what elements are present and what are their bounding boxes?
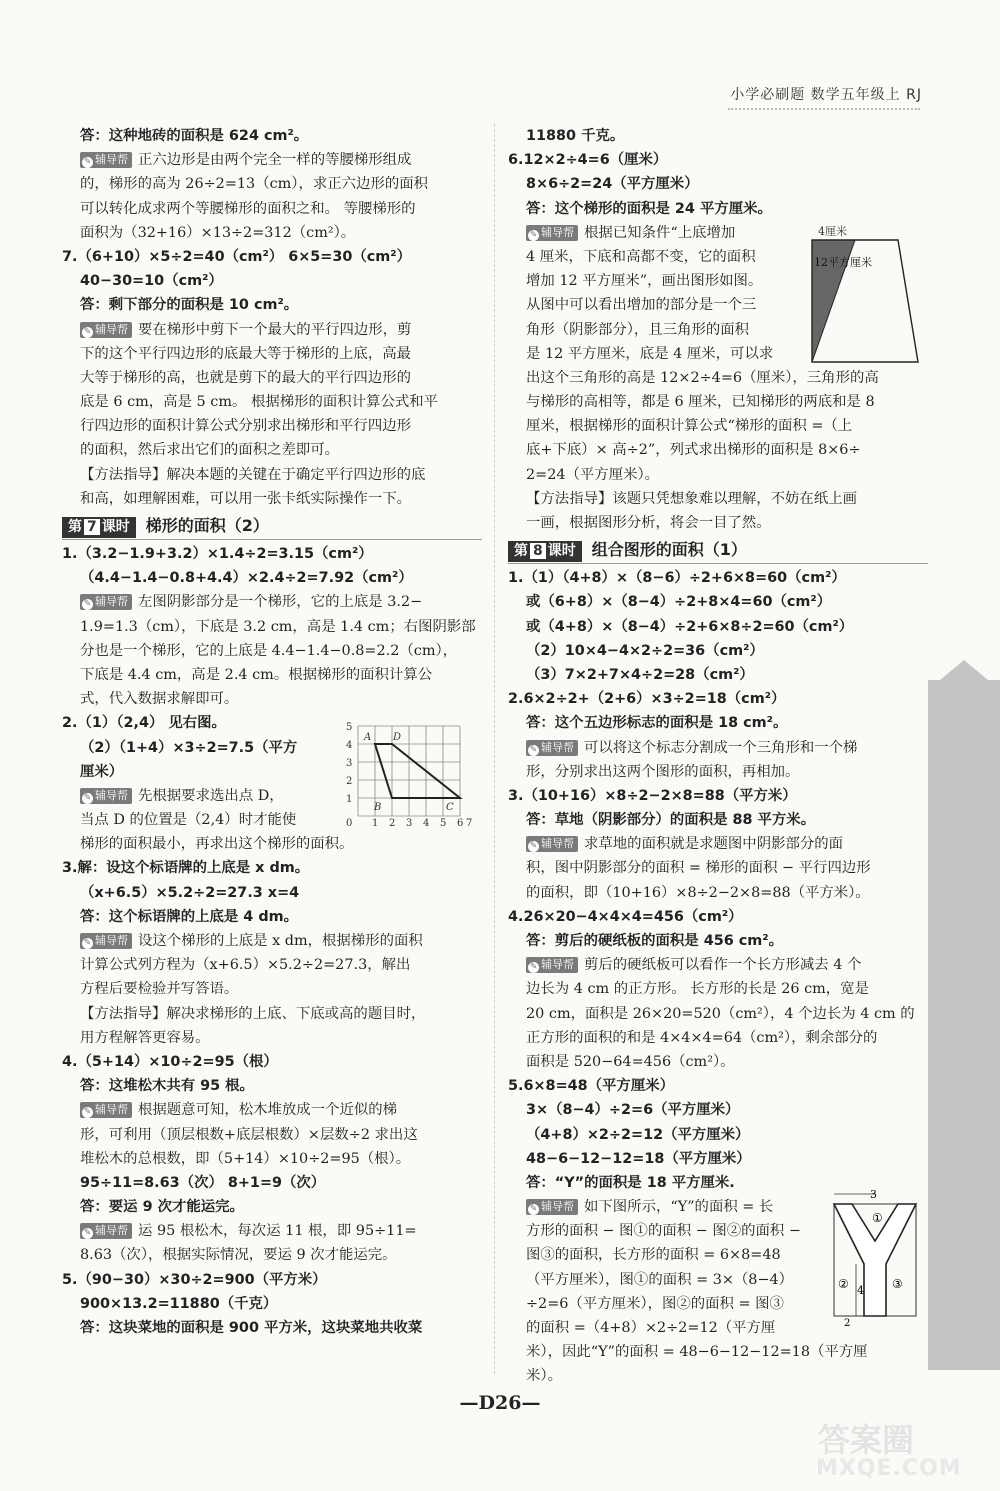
helper-tag-label: 辅导帮 <box>95 788 128 802</box>
line-text: 大等于梯形的高，也就是剪下的最大的平行四边形的 <box>80 369 411 386</box>
line-text: 或（4+8）×（8−4）÷2+6×8÷2=60（cm²） <box>526 618 854 635</box>
text-line <box>508 832 928 856</box>
text-line <box>62 245 482 269</box>
line-text: 答：这个五边形标志的面积是 18 cm²。 <box>526 715 788 732</box>
text-line <box>62 318 482 342</box>
line-text: 从图中可以看出增加的部分是一个三 <box>526 297 757 314</box>
text-line <box>62 1123 482 1147</box>
lesson-title: 梯形的面积（2） <box>145 516 269 535</box>
line-text: （2）（1+4）×3÷2=7.5（平方 <box>80 739 298 756</box>
line-text: 8.63（次），根据实际情况，要运 9 次才能运完。 <box>80 1247 397 1264</box>
text-line <box>508 977 928 1001</box>
text-line <box>62 366 482 390</box>
line-text: 边长为 4 cm 的正方形。 长方形的长是 26 cm，宽是 <box>526 981 869 998</box>
line-text: 运 95 根松木，每次运 11 根，即 95÷11= <box>138 1223 417 1240</box>
text-line <box>62 856 482 880</box>
grid-figure <box>338 718 478 828</box>
line-text: （4.4−1.4−0.8+4.4）×2.4÷2=7.92（cm²） <box>80 570 413 587</box>
line-text: 角形（阴影部分），且三角形的面积 <box>526 321 750 338</box>
lesson-title: 组合图形的面积（1） <box>591 540 747 560</box>
text-line <box>508 1050 928 1074</box>
text-line <box>508 438 928 462</box>
text-line <box>508 639 928 663</box>
line-text: 的面积，即（10+16）×8÷2−2×8=88（平方米）。 <box>526 884 870 901</box>
text-line <box>62 197 482 221</box>
line-text: 下底是 4.4 cm，高是 2.4 cm。根据梯形的面积计算公 <box>80 666 433 683</box>
helper-tag-label: 辅导帮 <box>95 1224 128 1238</box>
line-text: 行四边形的面积计算公式分别求出梯形和平行四边形 <box>80 418 411 435</box>
text-line <box>508 1026 928 1050</box>
line-text: 堆松木的总根数，即（5+14）×10÷2=95（根）。 <box>80 1150 411 1167</box>
text-line <box>508 1074 928 1098</box>
text-line <box>508 390 928 414</box>
text-line <box>508 760 928 784</box>
text-line <box>62 1219 482 1243</box>
text-line <box>508 663 928 687</box>
text-line <box>508 905 928 929</box>
line-text: 和高，如理解困难，可以用一张卡纸实际操作一下。 <box>80 490 411 507</box>
helper-tag-label: 辅导帮 <box>95 322 128 336</box>
helper-icon: ✎ <box>529 744 538 755</box>
text-line <box>62 1171 482 1195</box>
line-text: 要在梯形中剪下一个最大的平行四边形，剪 <box>138 321 412 338</box>
trapezoid-top-label: 4厘米 <box>818 225 847 238</box>
line-text: 答：这块菜地的面积是 900 平方米，这块菜地共收菜 <box>80 1320 423 1336</box>
grid-y-label: 5 <box>346 722 353 733</box>
helper-tag <box>526 225 578 241</box>
grid-x-label: 5 <box>440 818 447 828</box>
line-text: 20 cm，面积是 26×20=520（cm²），4 个边长为 4 cm 的 <box>526 1005 915 1022</box>
line-text: 分也是一个梯形，它的上底是 4.4−1.4−0.8=2.2（cm）， <box>80 642 458 659</box>
line-text: 的，梯形的高为 26÷2=13（cm），求正六边形的面积 <box>80 176 429 193</box>
region-3-label: ③ <box>892 1277 903 1291</box>
line-text: 下的这个平行四边形的底最大等于梯形的上底，高最 <box>80 345 411 362</box>
text-line <box>508 808 928 832</box>
page-header: 小学必刷题 数学五年级上 RJ <box>730 87 922 103</box>
helper-tag <box>80 1223 132 1239</box>
y-bottom-label: 2 <box>844 1318 851 1326</box>
line-text: 答：剪后的硬纸板的面积是 456 cm²。 <box>526 933 783 949</box>
text-line <box>62 1074 482 1098</box>
line-text: 1.（3.2−1.9+3.2）×1.4÷2=3.15（cm²） <box>62 546 373 562</box>
line-text: 5.6×8=48（平方厘米） <box>508 1078 674 1095</box>
text-line <box>62 221 482 245</box>
lesson-badge: 第 7 课时 <box>62 517 136 538</box>
helper-icon: ✎ <box>83 938 92 948</box>
text-line <box>508 366 928 390</box>
text-line <box>62 1026 482 1050</box>
line-text: 2=24（平方厘米）。 <box>526 466 660 483</box>
text-line <box>508 1002 928 1026</box>
line-text: 是 12 平方厘米，底是 4 厘米，可以求 <box>526 345 774 362</box>
helper-icon: ✎ <box>83 157 92 168</box>
point-label: C <box>446 802 454 813</box>
line-text: 【方法指导】解决求梯形的上底、下底或高的题目时， <box>80 1005 426 1022</box>
helper-icon: ✎ <box>83 326 92 337</box>
text-line <box>508 566 928 590</box>
lesson-number: 8 <box>530 543 546 559</box>
line-text: 出这个三角形的高是 12×2÷4=6（厘米），三角形的高 <box>526 369 879 386</box>
point-label: B <box>374 802 382 813</box>
line-text: 答：要运 9 次才能运完。 <box>80 1199 244 1216</box>
grid-x-label: 4 <box>423 818 430 828</box>
text-line <box>62 663 482 687</box>
line-text: （平方厘米），图①的面积 = 3×（8−4） <box>526 1271 794 1288</box>
trapezoid-area-label: 12平方厘米 <box>814 256 872 269</box>
line-text: 答：这个梯形的面积是 24 平方厘米。 <box>526 200 772 217</box>
line-text: 答：这堆松木共有 95 根。 <box>80 1078 254 1095</box>
text-line <box>62 172 482 196</box>
line-text: 1.（1）（4+8）×（8−6）÷2+6×8=60（cm²） <box>508 570 846 587</box>
helper-tag-label: 辅导帮 <box>95 153 128 167</box>
text-line <box>508 1340 928 1364</box>
helper-tag <box>526 836 578 852</box>
line-text: 厘米，根据梯形的面积计算公式“梯形的面积 =（上 <box>526 418 853 435</box>
line-text: 48−6−12−12=18（平方厘米） <box>526 1150 751 1167</box>
text-line <box>62 438 482 462</box>
line-text: 的面积，然后求出它们的面积之差即可。 <box>80 442 340 459</box>
line-text: 厘米） <box>80 763 124 780</box>
line-text: 900×13.2=11880（千克） <box>80 1295 278 1312</box>
helper-icon: ✎ <box>83 1228 92 1239</box>
helper-tag <box>80 152 132 168</box>
text-line <box>62 639 482 663</box>
line-text: 3×（8−4）÷2=6（平方厘米） <box>526 1102 740 1119</box>
line-text: 米），因此“Y”的面积 = 48−6−12−12=18（平方厘 <box>526 1344 868 1361</box>
text-line <box>508 197 928 221</box>
line-text: 如下图所示，“Y”的面积 = 长 <box>584 1199 774 1216</box>
line-text: 计算公式列方程为（x+6.5）×5.2÷2=27.3，解出 <box>80 957 411 974</box>
line-text: 米）。 <box>526 1368 562 1385</box>
line-text: （4+8）×2÷2=12（平方厘米） <box>526 1126 750 1143</box>
line-text: 95÷11=8.63（次） 8+1=9（次） <box>80 1174 326 1191</box>
text-line <box>508 736 928 760</box>
line-text: （2）10×4−4×2÷2=36（cm²） <box>526 642 764 659</box>
line-text: 式，代入数据求解即可。 <box>80 691 239 708</box>
helper-tag <box>80 1102 132 1118</box>
helper-tag-label: 辅导帮 <box>541 225 574 239</box>
line-text: 3.解：设这个标语牌的上底是 x dm。 <box>62 860 310 877</box>
line-text: 根据题意可知，松木堆放成一个近似的梯 <box>138 1102 398 1119</box>
grid-x-label: 3 <box>406 818 413 828</box>
line-text: 形，分别求出这两个图形的面积，再相加。 <box>526 763 800 780</box>
helper-tag-label: 辅导帮 <box>541 740 574 754</box>
text-line <box>62 269 482 293</box>
text-line <box>62 390 482 414</box>
grid-y-label: 3 <box>346 758 353 769</box>
helper-tag <box>80 322 132 338</box>
helper-tag-label: 辅导帮 <box>541 1200 574 1214</box>
text-line <box>62 1316 482 1340</box>
text-line <box>62 487 482 511</box>
helper-tag-label: 辅导帮 <box>541 958 574 972</box>
line-text: 图③的面积，长方形的面积 = 6×8=48 <box>526 1247 781 1264</box>
line-text: 11880 千克。 <box>526 128 625 144</box>
page-number: —D26— <box>459 1392 541 1414</box>
line-text: 8×6÷2=24（平方厘米） <box>526 176 699 193</box>
text-line <box>508 487 928 511</box>
line-text: 形，可利用（顶层根数+底层根数）×层数÷2 求出这 <box>80 1126 418 1143</box>
text-line <box>62 148 482 172</box>
line-text: （x+6.5）×5.2÷2=27.3 x=4 <box>80 884 300 901</box>
text-line <box>62 905 482 929</box>
text-line <box>508 463 928 487</box>
point-label: A <box>364 732 372 743</box>
grid-y-label: 4 <box>346 740 353 751</box>
line-text: 6.12×2÷4=6（厘米） <box>508 152 668 169</box>
lesson-heading <box>62 513 482 540</box>
text-line <box>508 856 928 880</box>
helper-tag <box>80 594 132 610</box>
lesson-heading <box>508 537 928 564</box>
helper-tag <box>526 740 578 756</box>
lesson-badge: 第 8 课时 <box>508 541 582 562</box>
line-text: （3）7×2+7×4÷2=28（cm²） <box>526 666 754 683</box>
line-text: 设这个梯形的上底是 x dm，根据梯形的面积 <box>138 933 423 949</box>
line-text: 增加 12 平方厘米”，画出图形如图。 <box>526 273 763 290</box>
helper-icon: ✎ <box>529 962 538 973</box>
text-line <box>62 124 482 148</box>
line-text: 的面积 =（4+8）×2÷2=12（平方厘 <box>526 1320 776 1336</box>
text-line <box>62 1243 482 1267</box>
grid-trapezoid <box>375 744 460 798</box>
point-label: D <box>393 732 402 743</box>
text-line <box>508 711 928 735</box>
line-text: 1.9=1.3（cm），下底是 3.2 cm，高是 1.4 cm；右图阴影部 <box>80 618 476 635</box>
line-text: 方形的面积 − 图①的面积 − 图②的面积 − <box>526 1223 801 1240</box>
helper-icon: ✎ <box>83 1107 92 1118</box>
text-line <box>508 784 928 808</box>
line-text: 底是 6 cm，高是 5 cm。 根据梯形的面积计算公式和平 <box>80 394 439 411</box>
grid-y-label: 1 <box>346 794 353 805</box>
text-line <box>62 929 482 953</box>
helper-icon: ✎ <box>83 599 92 610</box>
text-line <box>62 953 482 977</box>
text-line <box>62 1098 482 1122</box>
text-line <box>62 542 482 566</box>
line-text: 根据已知条件“上底增加 <box>584 224 736 241</box>
y-figure <box>830 1186 922 1326</box>
line-text: 或（6+8）×（8−4）÷2+8×4=60（cm²） <box>526 594 832 611</box>
grid-x-label: 2 <box>389 818 396 828</box>
line-text: 当点 D 的位置是（2,4）时才能使 <box>80 812 297 829</box>
text-line <box>62 687 482 711</box>
line-text: 用方程解答更容易。 <box>80 1029 210 1046</box>
text-line <box>62 1002 482 1026</box>
line-text: 底+下底）× 高÷2”，列式求出梯形的面积是 8×6÷ <box>526 442 861 459</box>
text-line <box>62 881 482 905</box>
y-top-label: 3 <box>870 1188 877 1201</box>
text-line <box>62 615 482 639</box>
text-line <box>508 615 928 639</box>
line-text: 4.26×20−4×4×4=456（cm²） <box>508 908 743 925</box>
line-text: 梯形的面积最小，再求出这个梯形的面积。 <box>80 836 354 853</box>
helper-icon: ✎ <box>529 1204 538 1215</box>
y-side-label: 4 <box>857 1284 864 1297</box>
line-text: 积，图中阴影部分的面积 = 梯形的面积 − 平行四边形 <box>526 860 871 877</box>
line-text: 7.（6+10）×5÷2=40（cm²） 6×5=30（cm²） <box>62 248 411 265</box>
grid-x-label: 0 <box>346 818 353 828</box>
text-line <box>62 590 482 614</box>
line-text: 可以转化成求两个等腰梯形的面积之和。 等腰梯形的 <box>80 200 416 217</box>
grid-x-label: 1 <box>372 818 379 828</box>
line-text: 答：“Y”的面积是 18 平方厘米. <box>526 1174 735 1191</box>
text-line <box>508 881 928 905</box>
lesson-number: 7 <box>84 519 100 535</box>
line-text: 答：这种地砖的面积是 624 cm²。 <box>80 128 309 144</box>
text-line <box>508 172 928 196</box>
text-line <box>62 342 482 366</box>
grid-x-label: 6 <box>457 818 464 828</box>
line-text: 求草地的面积就是求题图中阴影部分的面 <box>584 836 844 853</box>
text-line <box>62 1292 482 1316</box>
line-text: 2.（1）（2,4） 见右图。 <box>62 715 226 732</box>
line-text: 4 厘米，下底和高都不变，它的面积 <box>526 248 756 265</box>
text-line <box>508 1098 928 1122</box>
line-text: 答：剩下部分的面积是 10 cm²。 <box>80 297 299 314</box>
line-text: 答：草地（阴影部分）的面积是 88 平方米。 <box>526 812 816 829</box>
line-text: 与梯形的高相等，都是 6 厘米，已知梯形的两底和是 8 <box>526 394 875 411</box>
text-line <box>62 1195 482 1219</box>
line-text: 方程后要检验并写答语。 <box>80 981 239 998</box>
text-line <box>62 463 482 487</box>
text-line <box>62 832 482 856</box>
text-line <box>508 1123 928 1147</box>
text-line <box>508 414 928 438</box>
text-line <box>62 293 482 317</box>
text-line <box>508 1364 928 1388</box>
helper-tag <box>526 957 578 973</box>
helper-tag-label: 辅导帮 <box>95 934 128 947</box>
line-text: 答：这个标语牌的上底是 4 dm。 <box>80 908 299 925</box>
line-text: 正六边形是由两个完全一样的等腰梯形组成 <box>138 152 412 169</box>
line-text: 5.（90−30）×30÷2=900（平方米） <box>62 1271 327 1288</box>
text-line <box>62 1268 482 1292</box>
helper-tag <box>526 1199 578 1215</box>
watermark-logo: 答案圈 <box>818 1421 915 1459</box>
text-line <box>508 124 928 148</box>
text-line <box>508 148 928 172</box>
line-text: 【方法指导】解决本题的关键在于确定平行四边形的底 <box>80 466 426 483</box>
line-text: 面积为（32+16）×13÷2=312（cm²）。 <box>80 224 356 241</box>
text-line <box>62 414 482 438</box>
line-text: 40−30=10（cm²） <box>80 273 223 290</box>
column-divider <box>494 124 495 1374</box>
text-line <box>62 566 482 590</box>
text-line <box>508 511 928 535</box>
trapezoid-figure <box>810 222 926 364</box>
helper-tag-label: 辅导帮 <box>541 837 574 851</box>
helper-tag-label: 辅导帮 <box>95 1103 128 1117</box>
side-decoration <box>928 680 1000 1370</box>
line-text: 左图阴影部分是一个梯形，它的上底是 3.2− <box>138 594 423 611</box>
line-text: 一画，根据图形分析，将会一目了然。 <box>526 515 771 531</box>
line-text: 先根据要求选出点 D， <box>138 787 284 804</box>
helper-icon: ✎ <box>529 841 538 852</box>
text-line <box>508 953 928 977</box>
line-text: ÷2=6（平方厘米），图②的面积 = 图③ <box>526 1295 784 1312</box>
line-text: 正方形的面积的和是 4×4×4=64（cm²），剩余部分的 <box>526 1029 878 1046</box>
text-line <box>62 1050 482 1074</box>
text-line <box>508 687 928 711</box>
line-text: 4.（5+14）×10÷2=95（根） <box>62 1053 278 1070</box>
text-line <box>62 1147 482 1171</box>
text-line <box>508 929 928 953</box>
grid-y-label: 2 <box>346 776 353 787</box>
region-2-label: ② <box>838 1277 849 1291</box>
helper-icon: ✎ <box>83 792 92 803</box>
helper-tag-label: 辅导帮 <box>95 595 128 609</box>
line-text: 剪后的硬纸板可以看作一个长方形减去 4 个 <box>584 957 862 974</box>
watermark-url: MXQE.COM <box>816 1456 962 1481</box>
line-text: 【方法指导】该题只凭想象难以理解，不妨在纸上画 <box>526 490 857 507</box>
header-divider <box>728 108 920 110</box>
helper-tag <box>80 788 132 804</box>
line-text: 3.（10+16）×8÷2−2×8=88（平方米） <box>508 787 797 804</box>
text-line <box>508 590 928 614</box>
line-text: 可以将这个标志分割成一个三角形和一个梯 <box>584 739 858 756</box>
line-text: 2.6×2÷2+（2+6）×3÷2=18（cm²） <box>508 691 786 708</box>
region-1-label: ① <box>872 1211 883 1225</box>
helper-tag <box>80 933 132 949</box>
text-line <box>62 977 482 1001</box>
grid-x-label: 7 <box>466 818 473 828</box>
helper-icon: ✎ <box>529 229 538 240</box>
text-line <box>508 1147 928 1171</box>
line-text: 面积是 520−64=456（cm²）。 <box>526 1053 735 1070</box>
